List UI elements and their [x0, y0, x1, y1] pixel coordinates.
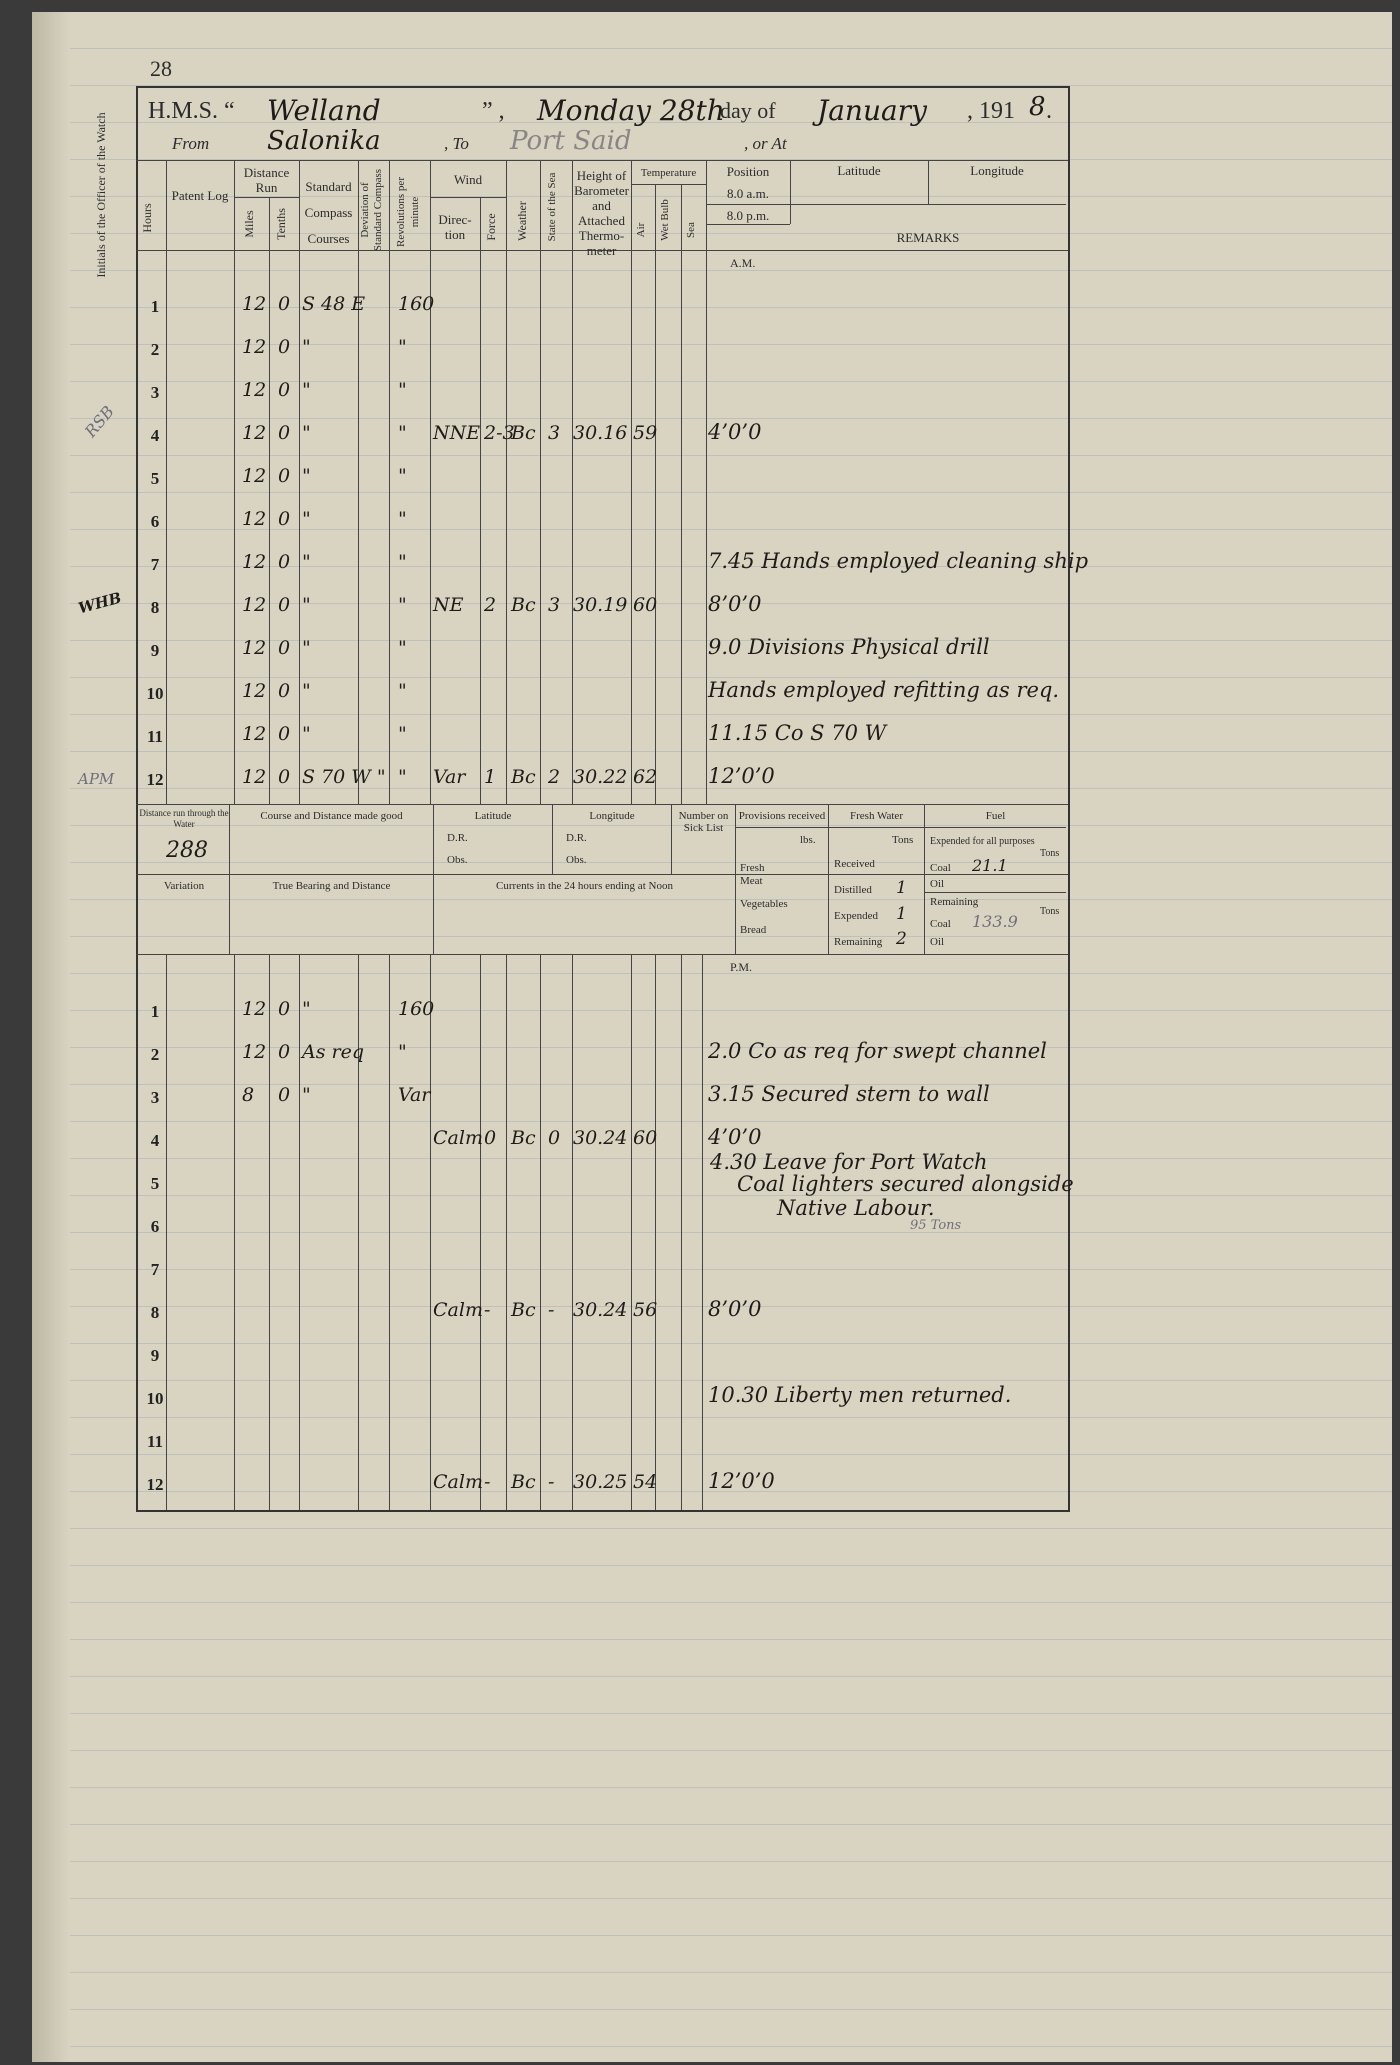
row-hour: 11	[146, 1432, 164, 1451]
row-rev: "	[398, 508, 407, 530]
row-weather: Bc	[511, 1299, 536, 1321]
row-hour: 2	[150, 340, 160, 359]
row-miles: 8	[242, 1084, 255, 1106]
row-rev: 160	[398, 293, 435, 315]
am-label: A.M.	[730, 256, 756, 270]
fuel-tons-2: Tons	[1040, 906, 1060, 917]
row-miles: 12	[242, 379, 267, 401]
ship-name: Welland	[267, 94, 381, 127]
row-rev: "	[398, 766, 407, 788]
row-miles: 12	[242, 336, 267, 358]
row-dir: Calm	[433, 1299, 483, 1321]
row-hour: 8	[150, 598, 160, 617]
water-label: Fresh Water	[850, 810, 903, 822]
row-rev: "	[398, 594, 407, 616]
row-hour: 4	[150, 1131, 160, 1150]
noon-dr-lon: D.R.	[566, 832, 587, 844]
row-hour: 5	[150, 469, 160, 488]
noon-sick-list: Number on Sick List	[678, 810, 729, 834]
row-tenths: 0	[278, 336, 291, 358]
row-miles: 12	[242, 551, 267, 573]
hdr-pos-pm: 8.0 p.m.	[726, 208, 770, 223]
pm-remark-430: 4.30 Leave for Port Watch	[710, 1150, 988, 1174]
row-hour: 3	[150, 383, 160, 402]
water-remaining-val: 2	[896, 929, 907, 949]
page-number: 28	[150, 56, 172, 81]
row-tenths: 0	[278, 723, 291, 745]
hdr-miles: Miles	[242, 210, 256, 238]
log-page	[32, 12, 1392, 2062]
month: January	[817, 94, 927, 127]
row-course: "	[302, 508, 311, 530]
row-hour: 10	[146, 684, 164, 703]
row-rev: "	[398, 336, 407, 358]
row-hour: 10	[146, 1389, 164, 1408]
row-hour: 7	[150, 555, 160, 574]
row-remark: 4’0’0	[708, 420, 762, 444]
noon-course-made-good: Course and Distance made good	[260, 810, 403, 822]
hdr-barometer: Height of Barometer and Attached Thermo-meter	[574, 168, 629, 258]
row-hour: 2	[150, 1045, 160, 1064]
row-weather: Bc	[511, 1127, 536, 1149]
row-rev: 160	[398, 998, 435, 1020]
hdr-force: Force	[484, 213, 498, 241]
hdr-state-of-sea: State of the Sea	[546, 172, 558, 242]
noon-obs-lat: Obs.	[447, 854, 468, 866]
row-rev: "	[398, 637, 407, 659]
row-weather: Bc	[511, 422, 536, 444]
noon-dist-value: 288	[166, 838, 208, 863]
row-course: "	[302, 1084, 311, 1106]
row-course: As req	[302, 1041, 365, 1063]
fuel-expended-all: Expended for all purposes	[930, 836, 1035, 847]
fuel-label: Fuel	[985, 810, 1006, 822]
row-rev: "	[398, 379, 407, 401]
prov-fresh-meat: Fresh Meat	[740, 862, 765, 887]
row-dir: NNE	[433, 422, 481, 444]
row-baro: 30.16	[573, 422, 628, 444]
initials-watch-4: RSB	[80, 402, 118, 441]
row-dir: Calm	[433, 1471, 483, 1493]
hdr-standard-compass: Standard Compass Courses	[304, 179, 353, 246]
noon-currents: Currents in the 24 hours ending at Noon	[496, 880, 673, 892]
water-distilled-val: 1	[896, 878, 907, 898]
row-tenths: 0	[278, 551, 291, 573]
row-hour: 4	[150, 426, 160, 445]
row-miles: 12	[242, 293, 267, 315]
fuel-oil-2: Oil	[930, 936, 945, 948]
row-rev: "	[398, 465, 407, 487]
hdr-distance-run: Distance Run	[243, 165, 290, 195]
row-remark: Hands employed refitting as req.	[708, 678, 1060, 702]
hdr-longitude: Longitude	[970, 163, 1024, 178]
initials-watch-12: APM	[78, 770, 115, 788]
row-miles: 12	[242, 594, 267, 616]
row-tenths: 0	[278, 766, 291, 788]
row-course: "	[302, 680, 311, 702]
row-tenths: 0	[278, 293, 291, 315]
row-miles: 12	[242, 465, 267, 487]
fuel-tons-1: Tons	[1040, 848, 1060, 859]
row-force: 2	[484, 594, 497, 616]
row-remark: 11.15 Co S 70 W	[708, 721, 887, 745]
water-distilled: Distilled	[834, 884, 872, 896]
hdr-air: Air	[635, 222, 647, 238]
noon-lon-label: Longitude	[589, 810, 635, 822]
title-quote: ” ,	[482, 98, 505, 124]
row-hour: 1	[150, 1002, 160, 1021]
side-label: Initials of the Officer of the Watch	[94, 112, 108, 278]
year-digit: 8	[1029, 92, 1046, 122]
row-hour: 6	[150, 512, 160, 531]
hdr-revolutions: Revolutions per minute	[395, 177, 421, 247]
water-expended: Expended	[834, 910, 878, 922]
year-prefix: , 191	[967, 98, 1015, 124]
row-tenths: 0	[278, 1041, 291, 1063]
row-remark: 12’0’0	[708, 764, 775, 788]
row-remark: 8’0’0	[708, 592, 762, 616]
row-baro: 30.24	[573, 1299, 628, 1321]
row-hour: 6	[150, 1217, 160, 1236]
hdr-tenths: Tenths	[274, 208, 288, 240]
prov-vegetables: Vegetables	[740, 898, 788, 910]
hdr-deviation: Deviation of Standard Compass	[359, 168, 384, 252]
row-course: S 48 E	[302, 293, 366, 315]
binding-spine	[32, 12, 70, 2062]
to-label: , To	[444, 134, 469, 153]
pm-remark-tons: 95 Tons	[910, 1218, 962, 1233]
hdr-patent-log: Patent Log	[171, 188, 229, 203]
fuel-coal-2: Coal	[930, 918, 951, 930]
row-baro: 30.25	[573, 1471, 628, 1493]
row-force: -	[484, 1471, 491, 1493]
from-port: Salonika	[267, 126, 381, 156]
row-rev: "	[398, 551, 407, 573]
row-miles: 12	[242, 422, 267, 444]
noon-lat-label: Latitude	[474, 810, 512, 822]
row-rev: "	[398, 1041, 407, 1063]
prov-bread: Bread	[740, 924, 767, 936]
weekday: Monday 28th	[537, 94, 725, 127]
row-force: 2-3	[484, 422, 515, 444]
row-sea: -	[548, 1299, 555, 1321]
hdr-weather: Weather	[515, 201, 529, 241]
row-course: "	[302, 465, 311, 487]
row-sea: 0	[548, 1127, 561, 1149]
row-remark: 12’0’0	[708, 1469, 775, 1493]
row-tenths: 0	[278, 379, 291, 401]
prov-label: Provisions received	[738, 810, 826, 822]
prov-lbs: lbs.	[800, 834, 816, 846]
pm-label: P.M.	[730, 960, 753, 974]
row-air: 62	[633, 766, 658, 788]
water-remaining: Remaining	[834, 936, 883, 948]
hdr-latitude: Latitude	[837, 163, 881, 178]
row-hour: 12	[146, 1475, 164, 1494]
row-remark: 4’0’0	[708, 1125, 762, 1149]
row-hour: 12	[146, 770, 164, 789]
noon-true-bearing: True Bearing and Distance	[272, 880, 391, 892]
row-course: "	[302, 998, 311, 1020]
row-remark: 10.30 Liberty men returned.	[708, 1383, 1012, 1407]
row-sea: 2	[548, 766, 561, 788]
row-air: 54	[633, 1471, 658, 1493]
row-force: -	[484, 1299, 491, 1321]
row-rev: Var	[398, 1084, 431, 1106]
hdr-wet-bulb: Wet Bulb	[659, 199, 671, 241]
pm-remark-coal: Coal lighters secured alongside	[737, 1172, 1074, 1196]
row-course: "	[302, 594, 311, 616]
hdr-sea: Sea	[685, 222, 697, 238]
fuel-remaining: Remaining	[930, 896, 979, 908]
title-end: .	[1046, 98, 1052, 124]
hdr-direction: Direc-tion	[438, 212, 472, 242]
water-tons: Tons	[892, 834, 914, 846]
row-baro: 30.19	[573, 594, 628, 616]
row-hour: 8	[150, 1303, 160, 1322]
row-dir: Calm	[433, 1127, 483, 1149]
fuel-coal-rem: 133.9	[972, 912, 1018, 931]
row-course: "	[302, 723, 311, 745]
or-at-label: , or At	[744, 134, 787, 153]
row-hour: 11	[146, 727, 164, 746]
to-port: Port Said	[510, 126, 632, 156]
row-force: 1	[484, 766, 497, 788]
row-sea: 3	[548, 422, 561, 444]
row-remark: 3.15 Secured stern to wall	[708, 1082, 990, 1106]
row-remark: 9.0 Divisions Physical drill	[708, 635, 990, 659]
row-course: "	[302, 551, 311, 573]
row-hour: 3	[150, 1088, 160, 1107]
day-of-label: day of	[720, 98, 776, 123]
hdr-wind: Wind	[453, 172, 483, 187]
row-weather: Bc	[511, 594, 536, 616]
row-air: 56	[633, 1299, 658, 1321]
water-received: Received	[834, 858, 875, 870]
row-weather: Bc	[511, 766, 536, 788]
row-course: "	[302, 379, 311, 401]
title-prefix: H.M.S. “	[148, 98, 235, 124]
hdr-hours: Hours	[140, 203, 154, 233]
row-hour: 9	[150, 641, 160, 660]
row-sea: 3	[548, 594, 561, 616]
row-tenths: 0	[278, 465, 291, 487]
from-label: From	[172, 134, 210, 153]
row-miles: 12	[242, 998, 267, 1020]
row-air: 60	[633, 594, 658, 616]
row-hour: 9	[150, 1346, 160, 1365]
initials-watch-8: WHB	[76, 588, 124, 618]
row-miles: 12	[242, 637, 267, 659]
hdr-temperature: Temperature	[640, 167, 697, 179]
row-tenths: 0	[278, 422, 291, 444]
row-dir: NE	[433, 594, 464, 616]
row-miles: 12	[242, 680, 267, 702]
row-course: "	[302, 637, 311, 659]
row-remark: 2.0 Co as req for swept channel	[708, 1039, 1047, 1063]
row-air: 60	[633, 1127, 658, 1149]
row-remark: 8’0’0	[708, 1297, 762, 1321]
row-course: "	[302, 336, 311, 358]
row-baro: 30.22	[573, 766, 628, 788]
row-rev: "	[398, 723, 407, 745]
fuel-oil-1: Oil	[930, 878, 945, 890]
noon-obs-lon: Obs.	[566, 854, 587, 866]
noon-variation: Variation	[163, 880, 205, 892]
row-miles: 12	[242, 508, 267, 530]
row-sea: -	[548, 1471, 555, 1493]
noon-dr-lat: D.R.	[447, 832, 468, 844]
row-course: "	[302, 422, 311, 444]
row-miles: 12	[242, 766, 267, 788]
row-hour: 5	[150, 1174, 160, 1193]
row-hour: 1	[150, 297, 160, 316]
row-course: S 70 W "	[302, 766, 386, 788]
row-miles: 12	[242, 1041, 267, 1063]
fuel-coal-1: Coal	[930, 862, 951, 874]
hdr-remarks: REMARKS	[896, 230, 960, 245]
water-expended-val: 1	[896, 904, 907, 924]
row-tenths: 0	[278, 508, 291, 530]
row-air: 59	[633, 422, 658, 444]
noon-dist-label: Distance run through the Water	[139, 808, 229, 829]
row-tenths: 0	[278, 637, 291, 659]
row-rev: "	[398, 680, 407, 702]
row-remark: 7.45 Hands employed cleaning ship	[708, 549, 1089, 573]
row-tenths: 0	[278, 680, 291, 702]
hdr-pos-am: 8.0 a.m.	[727, 186, 769, 201]
row-rev: "	[398, 422, 407, 444]
row-dir: Var	[433, 766, 466, 788]
row-weather: Bc	[511, 1471, 536, 1493]
fuel-coal-exp: 21.1	[972, 856, 1008, 875]
row-baro: 30.24	[573, 1127, 628, 1149]
hdr-position: Position	[726, 164, 770, 179]
row-tenths: 0	[278, 594, 291, 616]
row-force: 0	[484, 1127, 497, 1149]
row-tenths: 0	[278, 1084, 291, 1106]
row-hour: 7	[150, 1260, 160, 1279]
row-miles: 12	[242, 723, 267, 745]
row-tenths: 0	[278, 998, 291, 1020]
pm-remark-labour: Native Labour.	[777, 1196, 935, 1220]
